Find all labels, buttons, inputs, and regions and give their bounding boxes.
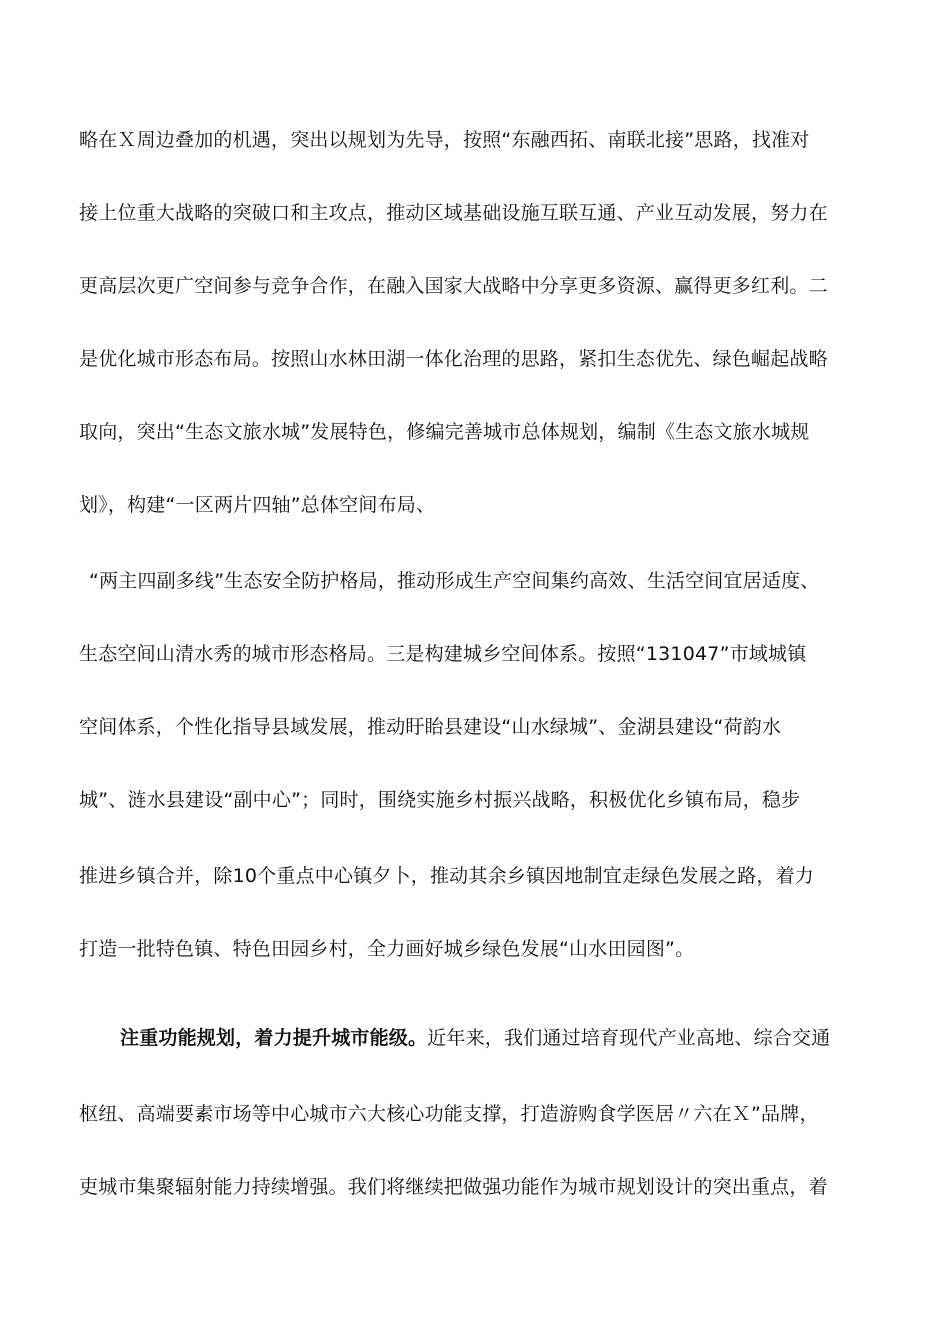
text-line: 枢纽、高端要素市场等中心城市六大核心功能支撑，打造游购食学医居〃六在Ｘ”品牌， <box>79 1103 819 1125</box>
text-line: 略在Ｘ周边叠加的机遇，突出以规划为先导，按照“东融西拓、南联北接”思路，找准对 <box>79 129 810 151</box>
text-line: 更高层次更广空间参与竞争合作，在融入国家大战略中分享更多资源、赢得更多红利。二 <box>79 275 828 297</box>
text-line: 打造一批特色镇、特色田园乡村，全力画好城乡绿色发展“山水田园图”。 <box>79 938 695 960</box>
text-line: “两主四副多线”生态安全防护格局，推动形成生产空间集约高效、生活空间宜居适度、 <box>89 570 820 592</box>
text-line: 城”、涟水县建设“副中心”；同时，围绕实施乡村振兴战略，积极优化乡镇布局，稳步 <box>79 789 801 811</box>
text-line: 吏城市集聚辐射能力持续增强。我们将继续把做强功能作为城市规划设计的突出重点，着 <box>79 1176 828 1198</box>
paragraph-text: 近年来，我们通过培育现代产业高地、综合交通 <box>427 1027 831 1049</box>
paragraph-heading: 注重功能规划，着力提升城市能级。 <box>120 1027 428 1049</box>
paragraph-first-line <box>120 1026 920 1050</box>
text-line: 生态空间山清水秀的城市形态格局。三是构建城乡空间体系。按照“131047”市域城镇 <box>79 643 807 665</box>
text-line: 接上位重大战略的突破口和主攻点，推动区域基础设施互联互通、产业互动发展，努力在 <box>79 202 828 224</box>
text-line: 推进乡镇合并，除10个重点中心镇夕卜，推动其余乡镇因地制宜走绿色发展之路，着力 <box>79 865 814 887</box>
text-line: 划》，构建“一区两片四轴”总体空间布局、 <box>79 494 436 516</box>
text-line: 是优化城市形态布局。按照山水林田湖一体化治理的思路，紧扣生态优先、绿色崛起战略 <box>79 348 828 370</box>
text-line: 空间体系，个性化指导县域发展，推动盱眙县建设“山水绿城”、金湖县建设“荷韵水 <box>79 716 782 738</box>
text-line: 取向，突出“生态文旅水城”发展特色，修编完善城市总体规划，编制《生态文旅水城规 <box>79 421 810 443</box>
